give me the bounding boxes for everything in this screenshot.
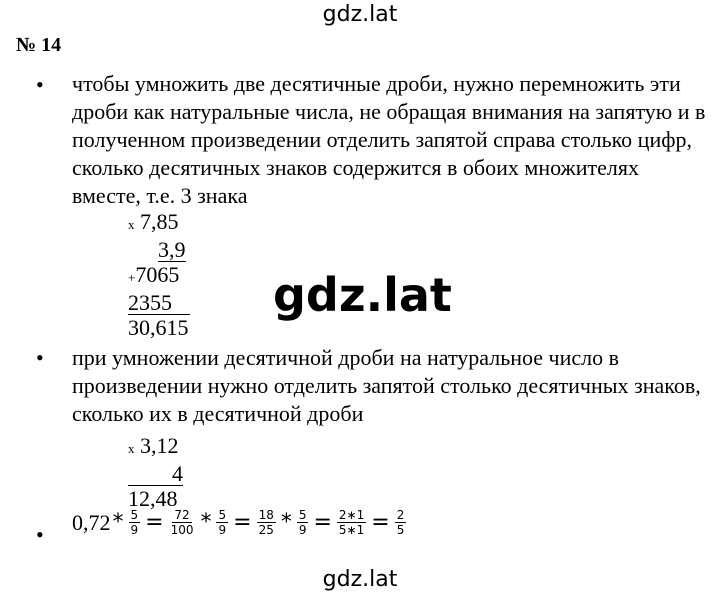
task-number: № 14 xyxy=(16,34,62,56)
watermark-top: gdz.lat xyxy=(322,2,398,27)
rule-text-2: при умножении десятичной дроби на натуральное число в произведении нужно отделить запятой столько десятичных знаков, сколько их в десятичной дроби xyxy=(72,345,701,426)
watermark-center: gdz.lat xyxy=(273,268,452,322)
factor-2: 3,9 xyxy=(158,237,186,262)
denominator: 5 xyxy=(396,523,405,537)
fraction xyxy=(257,508,276,537)
fraction xyxy=(395,508,407,537)
rule-text-1: чтобы умножить две десятичные дроби, нужно перемножить эти дроби как натуральные числа, не обращая внимания на запятую и в полученном произведении отделить запятой справа столько цифр, сколько десятичных знаков содержится в обоих множителях вместе, т.е. 3 знака xyxy=(72,71,706,208)
mult-sign: x xyxy=(128,217,135,232)
denominator: 9 xyxy=(298,523,307,537)
numerator: 5 xyxy=(130,508,139,522)
equals-sign: = xyxy=(371,510,390,535)
numerator: 72 xyxy=(174,508,190,522)
fraction-formula xyxy=(72,508,409,537)
multiplication-calc-1 xyxy=(128,209,190,340)
denominator: 9 xyxy=(130,523,139,537)
fraction xyxy=(169,508,196,537)
mult-sign: x xyxy=(128,441,135,456)
equals-sign: = xyxy=(145,510,164,535)
numerator: 2 xyxy=(396,508,405,522)
plus-sign: + xyxy=(128,270,136,285)
product-1: 30,615 xyxy=(128,315,189,340)
numerator: 5 xyxy=(298,508,307,522)
partial-product-2: 2355 xyxy=(128,292,190,315)
fraction xyxy=(297,508,309,537)
numerator: 18 xyxy=(258,508,274,522)
denominator: 5∗1 xyxy=(338,523,365,537)
multiply-sign: * xyxy=(112,510,124,535)
decimal-value: 0,72 xyxy=(72,509,111,535)
fraction xyxy=(216,508,228,537)
bullet-3: • xyxy=(36,522,44,547)
denominator: 9 xyxy=(218,523,227,537)
product-2: 12,48 xyxy=(128,486,178,511)
multiplication-calc-2 xyxy=(128,433,183,511)
factor-1: 3,12 xyxy=(140,433,179,458)
factor-1: 7,85 xyxy=(140,209,179,234)
equals-sign: = xyxy=(313,510,332,535)
denominator: 25 xyxy=(258,523,274,537)
partial-product-1: 7065 xyxy=(135,262,180,287)
multiply-sign: * xyxy=(280,510,292,535)
numerator: 5 xyxy=(218,508,227,522)
equals-sign: = xyxy=(233,510,252,535)
bullet-2: • xyxy=(36,345,44,370)
fraction xyxy=(337,508,366,537)
multiply-sign: * xyxy=(200,510,212,535)
denominator: 100 xyxy=(170,523,194,537)
watermark-bottom: gdz.lat xyxy=(322,567,398,592)
fraction xyxy=(129,508,141,537)
factor-2: 4 xyxy=(128,463,183,486)
bullet-1: • xyxy=(36,72,44,97)
numerator: 2∗1 xyxy=(338,508,365,522)
